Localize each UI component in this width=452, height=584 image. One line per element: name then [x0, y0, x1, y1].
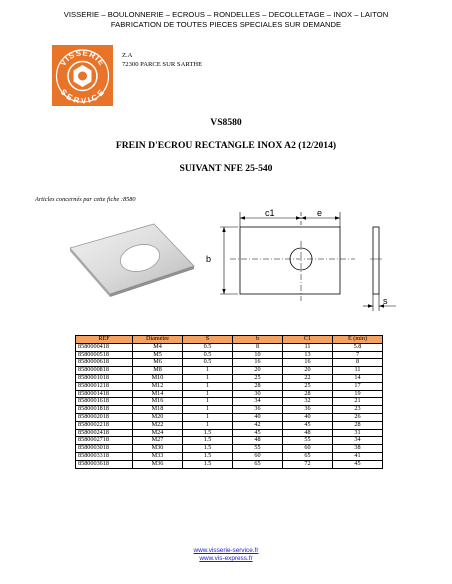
table-header-row — [76, 336, 383, 344]
table-row — [76, 398, 383, 406]
table-row — [76, 374, 383, 382]
table-row — [76, 452, 383, 460]
table-cell: M20 — [133, 413, 183, 421]
table-cell: 31 — [333, 429, 383, 437]
visserie-service-logo — [52, 45, 113, 106]
table-cell: 8580003318 — [76, 452, 133, 460]
label-e: e — [317, 208, 323, 218]
table-cell: 13 — [283, 351, 333, 359]
table-cell: 7 — [333, 351, 383, 359]
table-row — [76, 437, 383, 445]
table-cell: 23 — [333, 406, 383, 414]
table-cell: 34 — [333, 437, 383, 445]
label-s: s — [383, 296, 388, 306]
table-cell: 21 — [333, 398, 383, 406]
table-cell: 41 — [333, 452, 383, 460]
table-cell: 45 — [233, 429, 283, 437]
header-e-min: E (min) — [333, 336, 383, 344]
document-reference: VS8580 — [210, 117, 242, 128]
table-cell: 11 — [333, 367, 383, 375]
table-cell: 1 — [183, 390, 233, 398]
table-cell: 1 — [183, 398, 233, 406]
table-cell: 19 — [333, 390, 383, 398]
table-cell: 48 — [233, 437, 283, 445]
table-cell: 36 — [233, 406, 283, 414]
table-cell: 8580001018 — [76, 374, 133, 382]
table-cell: M6 — [133, 359, 183, 367]
table-cell: M30 — [133, 445, 183, 453]
table-cell: 8580002418 — [76, 429, 133, 437]
address-line-2: 72300 PARCE SUR SARTHE — [122, 61, 203, 68]
logo-text-top: VISSERIE — [58, 48, 107, 68]
table-cell: 55 — [233, 445, 283, 453]
table-row — [76, 460, 383, 468]
specifications-table — [75, 335, 383, 469]
table-row — [76, 367, 383, 375]
table-cell: 36 — [283, 406, 333, 414]
table-cell: 11 — [283, 343, 333, 351]
table-cell: M33 — [133, 452, 183, 460]
table-cell: 40 — [283, 413, 333, 421]
table-cell: 1 — [183, 382, 233, 390]
table-cell: 17 — [333, 382, 383, 390]
table-cell: M14 — [133, 390, 183, 398]
table-cell: 1 — [183, 421, 233, 429]
table-cell: 40 — [233, 413, 283, 421]
table-cell: 65 — [233, 460, 283, 468]
header-diametre: Diamètre — [133, 336, 183, 344]
table-cell: 8580001218 — [76, 382, 133, 390]
document-norm: SUIVANT NFE 25-540 — [179, 163, 273, 174]
table-cell: 8580002218 — [76, 421, 133, 429]
table-cell: 1 — [183, 406, 233, 414]
table-cell: 48 — [283, 429, 333, 437]
table-cell: 8580001818 — [76, 406, 133, 414]
table-cell: 30 — [233, 390, 283, 398]
table-cell: 1.5 — [183, 452, 233, 460]
table-cell: 25 — [283, 382, 333, 390]
table-cell: 8580001418 — [76, 390, 133, 398]
table-row — [76, 343, 383, 351]
table-cell: 45 — [333, 460, 383, 468]
header-c1: C1 — [283, 336, 333, 344]
table-cell: 8580000818 — [76, 367, 133, 375]
table-cell: 38 — [333, 445, 383, 453]
table-cell: 28 — [283, 390, 333, 398]
table-cell: 8580000518 — [76, 351, 133, 359]
logo-text-bottom: SERVICE — [58, 87, 107, 106]
technical-drawing — [200, 205, 400, 317]
table-cell: 1 — [183, 367, 233, 375]
table-cell: M5 — [133, 351, 183, 359]
table-row — [76, 421, 383, 429]
label-c1: c1 — [265, 208, 275, 218]
table-cell: 34 — [233, 398, 283, 406]
table-cell: M18 — [133, 406, 183, 414]
table-row — [76, 390, 383, 398]
table-cell: 0.5 — [183, 359, 233, 367]
table-cell: 16 — [233, 359, 283, 367]
table-cell: 8580002718 — [76, 437, 133, 445]
table-cell: 42 — [233, 421, 283, 429]
table-cell: M22 — [133, 421, 183, 429]
address-line-1: Z.A — [122, 52, 133, 59]
table-cell: 1.5 — [183, 437, 233, 445]
table-cell: M12 — [133, 382, 183, 390]
header-b: b — [233, 336, 283, 344]
header-ref: REF — [76, 336, 133, 344]
table-cell: 5.8 — [333, 343, 383, 351]
table-cell: 1.5 — [183, 429, 233, 437]
table-cell: 20 — [283, 367, 333, 375]
table-cell: 22 — [283, 374, 333, 382]
table-cell: M16 — [133, 398, 183, 406]
articles-note: Articles concernés par cette fiche :8580 — [35, 196, 136, 203]
table-cell: 45 — [283, 421, 333, 429]
table-row — [76, 406, 383, 414]
table-row — [76, 429, 383, 437]
table-cell: 8580001618 — [76, 398, 133, 406]
table-cell: 8580002018 — [76, 413, 133, 421]
table-cell: 26 — [333, 413, 383, 421]
table-body — [76, 343, 383, 468]
table-cell: M27 — [133, 437, 183, 445]
table-cell: 72 — [283, 460, 333, 468]
table-row — [76, 351, 383, 359]
table-cell: 10 — [233, 351, 283, 359]
table-cell: 55 — [283, 437, 333, 445]
table-cell: 28 — [233, 382, 283, 390]
table-cell: 14 — [333, 374, 383, 382]
website-link-1[interactable]: www.visserie-service.fr — [193, 547, 259, 554]
document-title: FREIN D'ECROU RECTANGLE INOX A2 (12/2014) — [115, 140, 337, 151]
table-cell: 1 — [183, 374, 233, 382]
header-line-1: VISSERIE – BOULONNERIE – ECROUS – RONDELLES – DECOLLETAGE – INOX – LAITON — [63, 10, 389, 19]
table-cell: 8580003618 — [76, 460, 133, 468]
label-b: b — [206, 254, 212, 264]
table-cell: 1.5 — [183, 460, 233, 468]
page-footer — [0, 547, 452, 563]
table-cell: 0.5 — [183, 351, 233, 359]
table-cell: M24 — [133, 429, 183, 437]
table-cell: M10 — [133, 374, 183, 382]
table-cell: 1 — [183, 413, 233, 421]
table-cell: 25 — [233, 374, 283, 382]
table-cell: 8 — [333, 359, 383, 367]
header-line-2: FABRICATION DE TOUTES PIECES SPECIALES SUR DEMANDE — [110, 19, 342, 29]
table-cell: M4 — [133, 343, 183, 351]
table-cell: M36 — [133, 460, 183, 468]
website-link-2[interactable]: www.vis-express.fr — [199, 555, 253, 562]
address-block — [122, 51, 202, 69]
table-cell: 65 — [283, 452, 333, 460]
header-s: S — [183, 336, 233, 344]
table-cell: 16 — [283, 359, 333, 367]
table-cell: 1.5 — [183, 445, 233, 453]
table-cell: 32 — [283, 398, 333, 406]
page-header — [0, 10, 452, 29]
table-cell: 0.5 — [183, 343, 233, 351]
product-photo — [62, 222, 197, 297]
table-row — [76, 359, 383, 367]
table-cell: 20 — [233, 367, 283, 375]
table-row — [76, 445, 383, 453]
table-cell: 8580000618 — [76, 359, 133, 367]
table-cell: 8580003018 — [76, 445, 133, 453]
table-cell: M8 — [133, 367, 183, 375]
table-row — [76, 382, 383, 390]
table-cell: 28 — [333, 421, 383, 429]
table-cell: 60 — [283, 445, 333, 453]
table-cell: 8580000418 — [76, 343, 133, 351]
table-cell: 60 — [233, 452, 283, 460]
table-cell: 8 — [233, 343, 283, 351]
table-row — [76, 413, 383, 421]
